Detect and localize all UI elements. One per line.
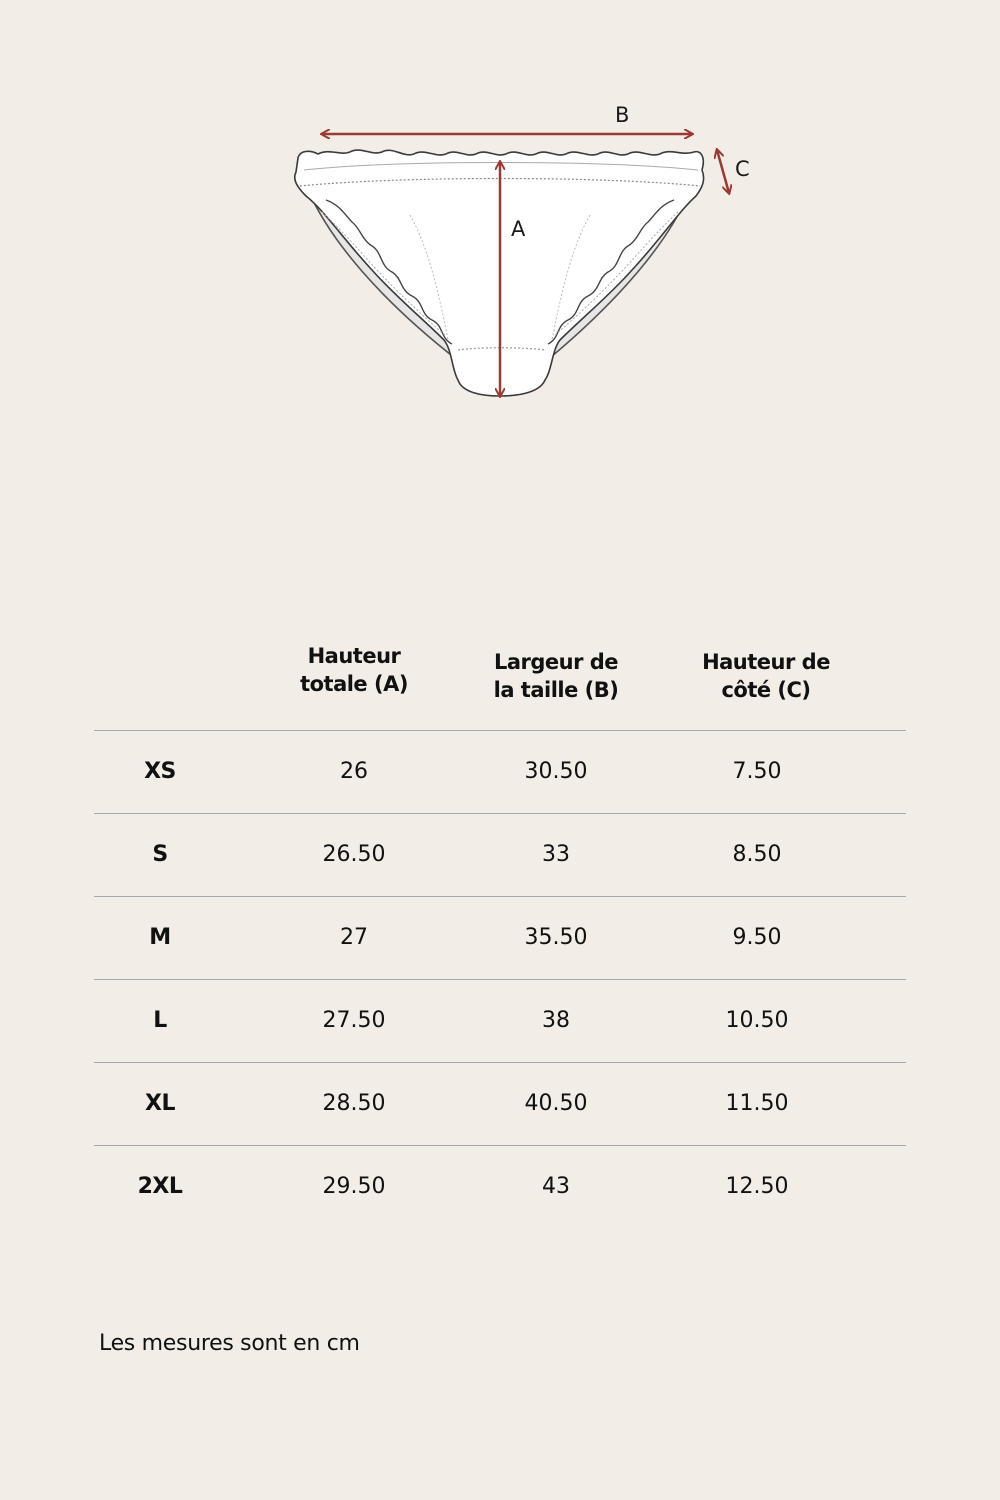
side-height-cell: 10.50: [725, 1008, 789, 1033]
side-height-cell: 12.50: [725, 1174, 789, 1199]
waist-width-cell: 35.50: [524, 925, 588, 950]
measurement-diagram: [0, 0, 1000, 430]
brief-illustration: [0, 0, 1000, 430]
side-height-cell: 9.50: [732, 925, 782, 950]
side-height-cell: 8.50: [732, 842, 782, 867]
waist-width-cell: 33: [542, 842, 570, 867]
units-note: Les mesures sont en cm: [99, 1331, 360, 1356]
total-height-cell: 29.50: [322, 1174, 386, 1199]
waist-width-cell: 38: [542, 1008, 570, 1033]
label-b: B: [615, 103, 630, 127]
total-height-cell: 26.50: [322, 842, 386, 867]
table-row: [94, 730, 906, 813]
table-header: [94, 630, 906, 730]
size-cell: L: [153, 1008, 167, 1033]
table-row: [94, 813, 906, 896]
waist-width-cell: 43: [542, 1174, 570, 1199]
total-height-cell: 28.50: [322, 1091, 386, 1116]
size-table: [94, 630, 906, 1228]
size-cell: XS: [144, 759, 176, 784]
table-row: [94, 1062, 906, 1145]
side-height-cell: 7.50: [732, 759, 782, 784]
size-cell: S: [152, 842, 168, 867]
size-cell: M: [149, 925, 171, 950]
table-row: [94, 896, 906, 979]
label-c: C: [735, 157, 750, 181]
total-height-cell: 27: [340, 925, 368, 950]
header-waist-width: Largeur de la taille (B): [493, 650, 619, 702]
header-side-height: Hauteur de côté (C): [702, 650, 830, 702]
table-row: [94, 979, 906, 1062]
size-cell: XL: [145, 1091, 175, 1116]
label-a: A: [511, 217, 526, 241]
waist-width-cell: 30.50: [524, 759, 588, 784]
waist-width-cell: 40.50: [524, 1091, 588, 1116]
header-total-height: Hauteur totale (A): [300, 644, 408, 696]
table-row: [94, 1145, 906, 1228]
side-height-cell: 11.50: [725, 1091, 789, 1116]
total-height-cell: 27.50: [322, 1008, 386, 1033]
size-cell: 2XL: [137, 1174, 183, 1199]
arrow-c: [717, 150, 729, 193]
total-height-cell: 26: [340, 759, 368, 784]
